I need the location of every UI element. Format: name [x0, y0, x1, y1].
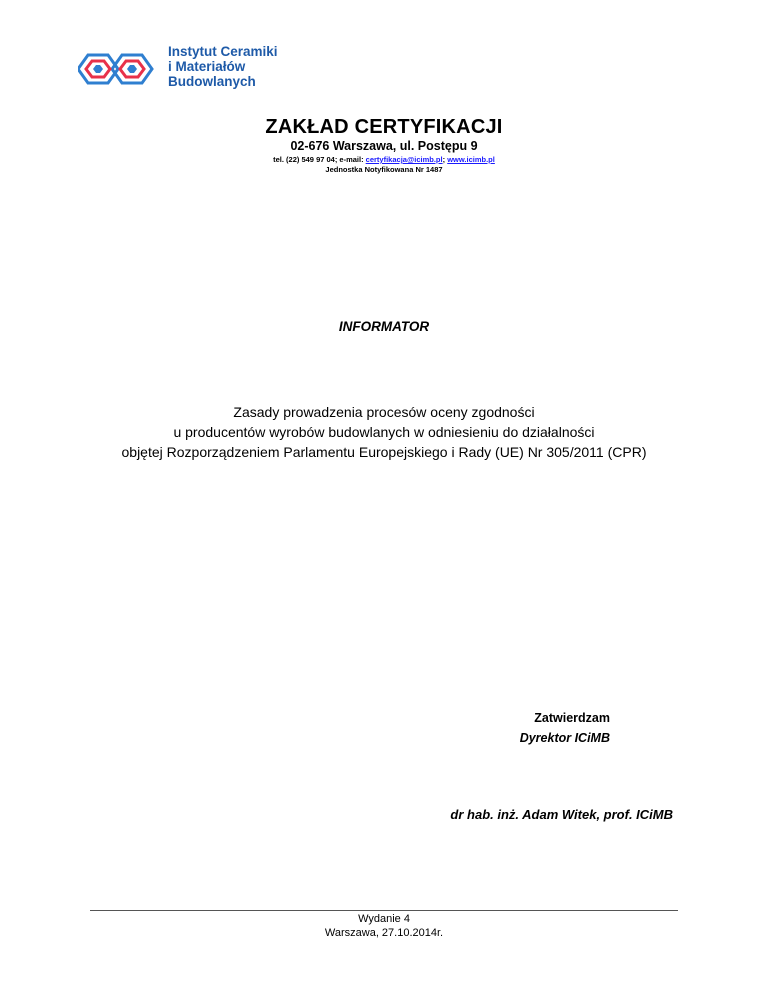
approver-role: Dyrektor ICiMB — [519, 731, 610, 745]
website-link[interactable]: www.icimb.pl — [447, 155, 495, 164]
subject-line-1: Zasady prowadzenia procesów oceny zgodności — [233, 404, 535, 420]
place-and-date: Warszawa, 27.10.2014r. — [324, 927, 444, 939]
logo-line-3: Budowlanych — [168, 74, 256, 89]
document-heading: INFORMATOR — [338, 319, 430, 334]
institute-logo — [78, 44, 318, 96]
logo-line-2: i Materiałów — [168, 59, 246, 74]
hexagon-logo-icon — [78, 51, 160, 87]
email-link[interactable]: certyfikacja@icimb.pl — [365, 155, 443, 164]
logo-line-1: Instytut Ceramiki — [168, 44, 278, 59]
signatory-name: dr hab. inż. Adam Witek, prof. ICiMB — [450, 807, 673, 822]
department-address: 02-676 Warszawa, ul. Postępu 9 — [290, 139, 478, 153]
approval-label: Zatwierdzam — [534, 711, 610, 725]
contact-line — [0, 155, 768, 164]
department-title: ZAKŁAD CERTYFIKACJI — [265, 116, 503, 138]
notified-body-number: Jednostka Notyfikowana Nr 1487 — [325, 165, 443, 174]
subject-line-3: objętej Rozporządzeniem Parlamentu Europejskiego i Rady (UE) Nr 305/2011 (CPR) — [121, 444, 647, 460]
contact-separator: ; — [442, 155, 448, 164]
document-subject — [0, 402, 768, 462]
footer-divider — [90, 910, 678, 911]
subject-line-2: u producentów wyrobów budowlanych w odniesieniu do działalności — [173, 424, 595, 440]
logo-text — [168, 44, 278, 89]
phone-text: tel. (22) 549 97 04; e-mail: — [273, 155, 366, 164]
edition-number: Wydanie 4 — [358, 913, 410, 925]
